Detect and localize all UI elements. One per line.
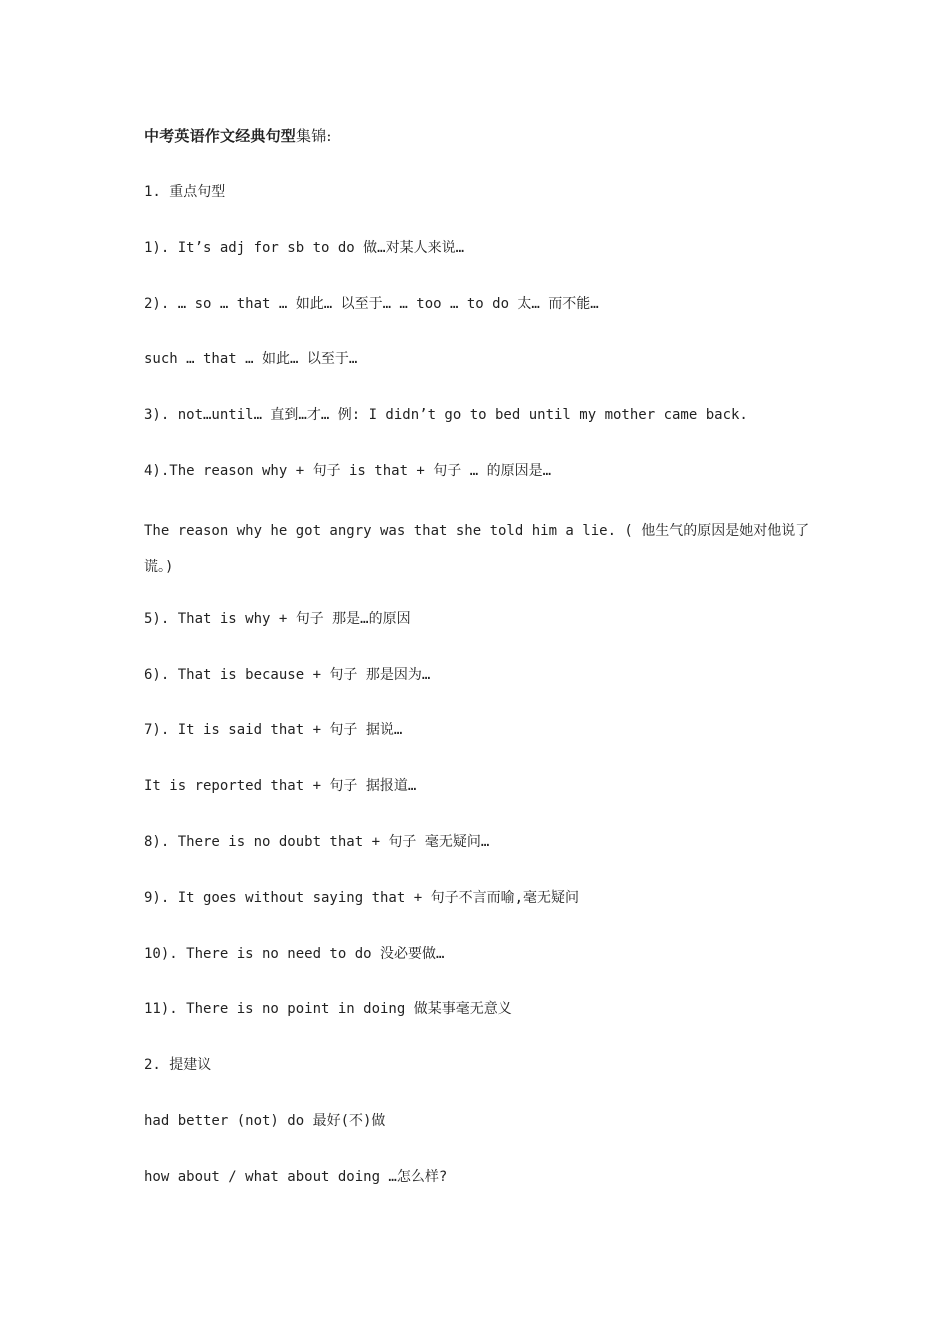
document-title	[144, 122, 824, 150]
document-body	[144, 122, 824, 1219]
section-heading-suggestions: 2. 提建议	[144, 1057, 212, 1074]
section-heading-key-patterns: 1. 重点句型	[144, 184, 226, 200]
pattern-line-2b: such … that … 如此… 以至于…	[144, 351, 358, 368]
pattern-line-5: 5). That is why + 句子 那是…的原因	[144, 610, 411, 627]
pattern-line-4-example: The reason why he got angry was that she told him a lie. ( 他生气的原因是她对他说了谎。)	[144, 522, 810, 575]
title-bold: 中考英语作文经典句型	[144, 127, 297, 145]
pattern-line-11: 11). There is no point in doing 做某事毫无意义	[144, 1001, 512, 1018]
pattern-line-6: 6). That is because + 句子 那是因为…	[144, 666, 431, 683]
pattern-line-7b: It is reported that + 句子 据报道…	[144, 778, 417, 795]
pattern-line-1: 1). It’s adj for sb to do 做…对某人来说…	[144, 239, 465, 256]
suggestion-line-2: how about / what about doing …怎么样?	[144, 1168, 448, 1185]
pattern-line-9: 9). It goes without saying that + 句子不言而喻,毫无疑问	[144, 889, 580, 906]
pattern-line-4: 4).The reason why + 句子 is that + 句子 … 的原因是…	[144, 462, 552, 479]
suggestion-line-1: had better (not) do 最好(不)做	[144, 1112, 386, 1129]
pattern-line-8: 8). There is no doubt that + 句子 毫无疑问…	[144, 833, 490, 850]
pattern-line-10: 10). There is no need to do 没必要做…	[144, 945, 445, 962]
pattern-line-2: 2). … so … that … 如此… 以至于… … too … to do 太… 而不能…	[144, 295, 599, 312]
title-rest: 集锦:	[296, 127, 332, 145]
pattern-line-3: 3). not…until… 直到…才… 例: I didn’t go to bed until my mother came back.	[144, 407, 748, 424]
pattern-line-7: 7). It is said that + 句子 据说…	[144, 722, 403, 739]
